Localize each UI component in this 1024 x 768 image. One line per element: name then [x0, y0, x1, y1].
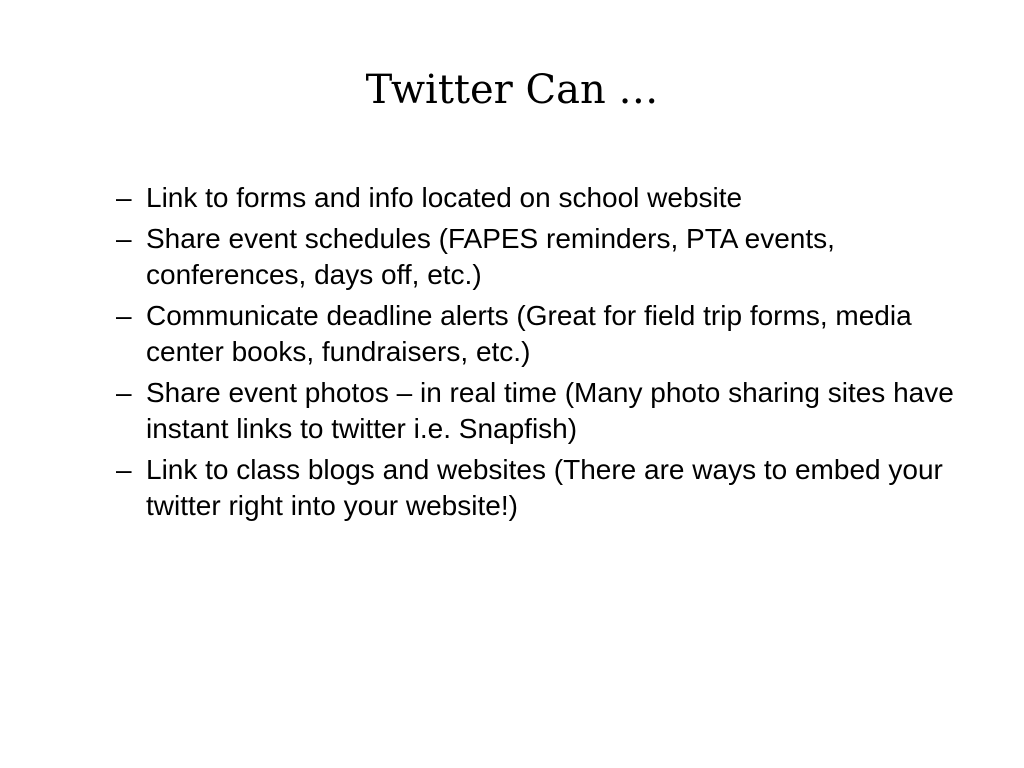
list-item [116, 375, 976, 447]
bullet-text: Share event schedules (FAPES reminders, PTA events, conferences, days off, etc.) [146, 223, 835, 290]
list-item [116, 180, 976, 216]
list-item [116, 298, 976, 370]
bullet-marker: – [116, 300, 132, 331]
bullet-text: Link to class blogs and websites (There are ways to embed your twitter right into your website!) [146, 454, 943, 521]
bullet-marker: – [116, 454, 132, 485]
slide-title: Twitter Can … [365, 67, 659, 113]
bullet-text: Communicate deadline alerts (Great for field trip forms, media center books, fundraisers, etc.) [146, 300, 912, 367]
bullet-marker: – [116, 377, 132, 408]
bullet-marker: – [116, 182, 132, 213]
bullet-text: Share event photos – in real time (Many photo sharing sites have instant links to twitter i.e. Snapfish) [146, 377, 954, 444]
bullet-list [116, 180, 976, 529]
list-item [116, 452, 976, 524]
bullet-text: Link to forms and info located on school website [146, 182, 743, 213]
bullet-marker: – [116, 223, 132, 254]
list-item [116, 221, 976, 293]
